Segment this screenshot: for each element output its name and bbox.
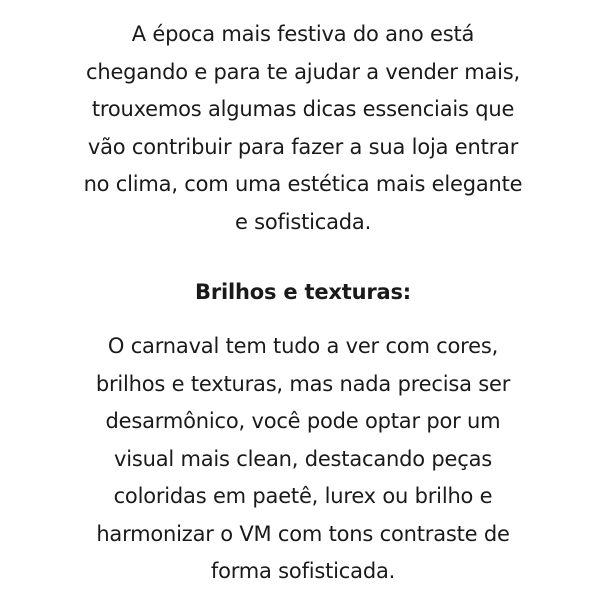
section-line-7: forma sofisticada. [210,559,396,583]
section-line-4: visual mais clean, destacando peças [114,446,492,471]
intro-line-5: no clima, com uma estética mais elegante [83,172,523,196]
section-line-6: harmonizar o VM com tons contraste de [96,521,510,546]
section-paragraph [0,328,606,591]
intro-line-4: vão contribuir para fazer a sua loja entrar [87,134,519,159]
section-line-1: O carnaval tem tudo a ver com cores, [107,334,499,358]
section-line-3: desarmônico, você pode optar por um [105,409,501,433]
section-line-2: brilhos e texturas, mas nada precisa ser [95,371,511,396]
intro-line-1: A época mais festiva do ano está [131,22,475,46]
intro-line-3: trouxemos algumas dicas essenciais que [91,97,515,121]
intro-paragraph [0,16,606,241]
intro-line-2: chegando e para te ajudar a vender mais, [86,59,520,84]
section-heading: Brilhos e texturas: [195,280,411,304]
intro-line-6: e sofisticada. [234,209,372,234]
section-line-5: coloridas em paetê, lurex ou brilho e [113,484,493,508]
